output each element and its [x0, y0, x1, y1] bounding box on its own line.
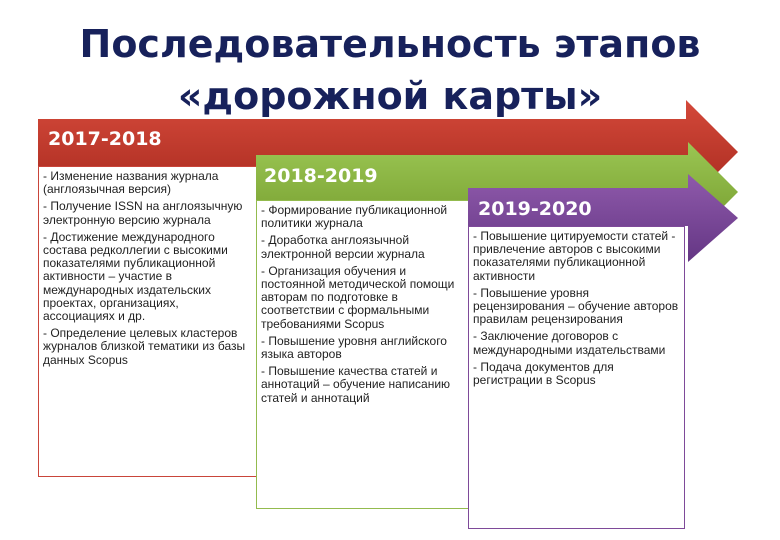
stage-3-item: - Заключение договоров с международными издательствами	[473, 329, 666, 357]
stage-2-card	[257, 201, 468, 409]
stage-1-item: - Изменение названия журнала (англоязычная версия)	[43, 169, 219, 197]
stage-2-item: - Повышение качества статей и аннотаций – обучение написанию статей и аннотаций	[261, 364, 451, 405]
stage-3-card	[469, 227, 684, 391]
stage-1-card	[39, 167, 256, 371]
stage-2-item: - Формирование публикационной политики журнала	[261, 203, 448, 231]
stage-1-list	[43, 170, 252, 367]
stage-2-label: 2018-2019	[264, 165, 378, 187]
stage-1-item: - Определение целевых кластеров журналов близкой тематики из базы данных Scopus	[43, 326, 246, 367]
stage-1-item: - Получение ISSN на англоязычную электронную версию журнала	[43, 199, 243, 227]
stage-2-item: - Повышение уровня английского языка авторов	[261, 333, 447, 362]
title-line-2: «дорожной карты»	[177, 74, 603, 118]
stage-3-item: - Подача документов для регистрации в Scopus	[473, 359, 614, 388]
stage-3-list	[473, 230, 680, 387]
title-line-1: Последовательность этапов	[79, 22, 701, 66]
stage-2-list	[261, 204, 464, 405]
stage-2-item: - Доработка англоязычной электронной версии журнала	[261, 233, 425, 261]
stage-3-item: - Повышение цитируемости статей - привлечение авторов с высокими показателями публикационной активности	[473, 229, 676, 283]
stage-3-item: - Повышение уровня рецензирования – обучение авторов правилам рецензирования	[473, 285, 679, 327]
stage-3-label: 2019-2020	[478, 198, 592, 220]
stage-2-item: - Организация обучения и постоянной методической помощи авторам по подготовке в соответствии с формальными требованиями Scopus	[261, 263, 455, 331]
stage-1-item: - Достижение международного состава редколлегии с высокими показателями публикационной активности – участие в международных издательских проектах, организациях, ассоциациях и др.	[43, 229, 228, 324]
stage-1-label: 2017-2018	[48, 128, 162, 150]
